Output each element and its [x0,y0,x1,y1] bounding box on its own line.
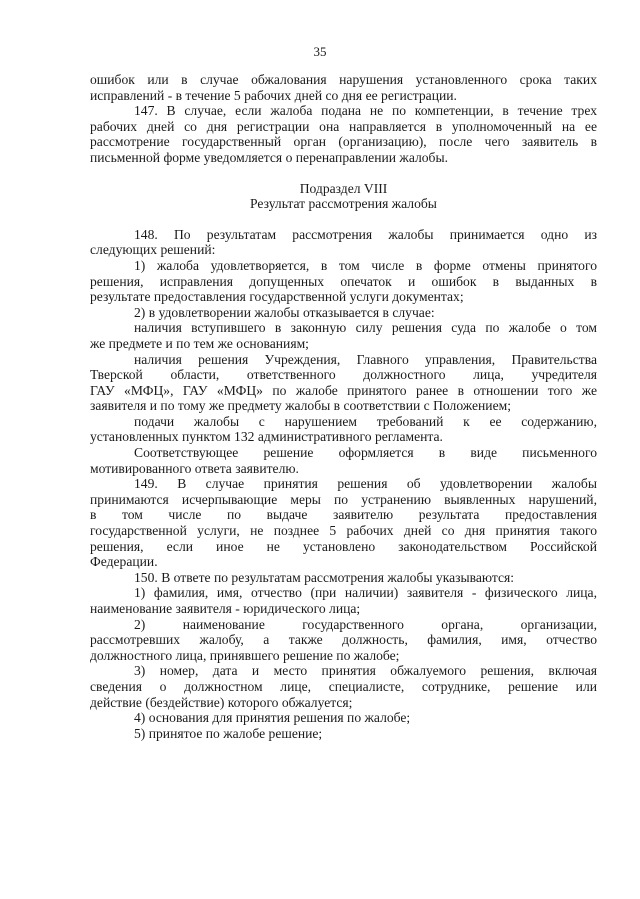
paragraph-148-2a [90,320,597,351]
text-line: наличия вступившего в законную силу решения суда по жалобе о том [134,320,597,336]
text-line: исправлений - в течение 5 рабочих дней со дня ее регистрации. [90,87,457,103]
paragraph-150-2 [90,617,597,664]
spacer [90,212,597,227]
text-line: 1) жалоба удовлетворяется, в том числе в форме отмены принятого [134,257,597,273]
text-line: рассмотрение государственный орган (организацию), после чего заявитель в [90,134,597,150]
paragraph-150-5 [90,726,597,742]
paragraph-148 [90,227,597,258]
text-line: принимаются исчерпывающие меры по устранению выявленных нарушений, [90,491,597,507]
text-line: следующих решений: [90,242,216,258]
text-line: сведения о должностном лице, специалисте, сотруднике, решение или [90,678,597,694]
text-line: должностного лица, принявшего решение по жалобе; [90,647,400,663]
text-line: результате предоставления государственной услуги документах; [90,289,464,305]
text-line: 2) наименование государственного органа, организации, [134,616,597,632]
subsection-heading [90,181,597,212]
text-line: заявителя и по тому же предмету жалобы в соответствии с Положением; [90,398,511,414]
paragraph-148-1 [90,258,597,305]
text-line: Тверской области, ответственного должностного лица, учредителя [90,367,597,383]
paragraph-147 [90,103,597,165]
subsection-number: Подраздел VIII [299,180,388,196]
text-line: Соответствующее решение оформляется в виде письменного [134,445,597,461]
text-line: 3) номер, дата и место принятия обжалуемого решения, включая [134,663,597,679]
spacer [90,166,597,181]
text-line: решения, если иное не установлено законодательством Российской [90,538,597,554]
text-line: 147. В случае, если жалоба подана не по компетенции, в течение трех [134,103,597,119]
text-line: государственной услуги, не позднее 5 рабочих дней со дня принятия такого [90,523,597,539]
text-line: действие (бездействие) которого обжалуется; [90,694,353,710]
text-line: 150. В ответе по результатам рассмотрения жалобы указываются: [134,569,515,585]
paragraph-148-end [90,445,597,476]
text-line: в том числе по выдаче заявителю результата предоставления [90,507,597,523]
text-line: наличия решения Учреждения, Главного управления, Правительства [134,351,597,367]
text-line: 149. В случае принятия решения об удовлетворении жалобы [134,476,597,492]
subsection-title: Результат рассмотрения жалобы [250,196,437,212]
text-line: решения, исправления допущенных опечаток и ошибок в выданных в [90,273,597,289]
paragraph-150-4 [90,710,597,726]
text-line: ГАУ «МФЦ», ГАУ «МФЦ» по жалобе принятого ранее в отношении того же [90,382,597,398]
text-line: 5) принятое по жалобе решение; [134,725,323,741]
text-line: 148. По результатам рассмотрения жалобы принимается одно из [134,226,597,242]
text-line: установленных пунктом 132 административного регламента. [90,429,443,445]
text-line: рассмотревших жалобу, а также должность, фамилия, имя, отчество [90,632,597,648]
paragraph-150 [90,570,597,586]
paragraph-148-2b [90,352,597,414]
paragraph-149 [90,476,597,570]
text-line: ошибок или в случае обжалования нарушения установленного срока таких [90,72,597,87]
paragraph-continuation [90,72,597,103]
text-line: 2) в удовлетворении жалобы отказывается в случае: [134,304,435,320]
text-line: же предмете и по тем же основаниям; [90,335,309,351]
document-body [90,72,597,741]
text-line: рабочих дней со дня регистрации она направляется в уполномоченный на ее [90,118,597,134]
text-line: наименование заявителя - юридического лица; [90,601,361,616]
text-line: 4) основания для принятия решения по жалобе; [134,710,411,726]
paragraph-150-1 [90,585,597,616]
text-line: подачи жалобы с нарушением требований к ее содержанию, [134,413,597,429]
page-number: 35 [313,44,327,59]
text-line: письменной форме уведомляется о перенаправлении жалобы. [90,149,448,165]
paragraph-148-2 [90,305,597,321]
paragraph-150-3 [90,663,597,710]
text-line: мотивированного ответа заявителю. [90,460,299,476]
text-line: Федерации. [90,554,158,570]
paragraph-148-2c [90,414,597,445]
text-line: 1) фамилия, имя, отчество (при наличии) заявителя - физического лица, [134,585,597,601]
